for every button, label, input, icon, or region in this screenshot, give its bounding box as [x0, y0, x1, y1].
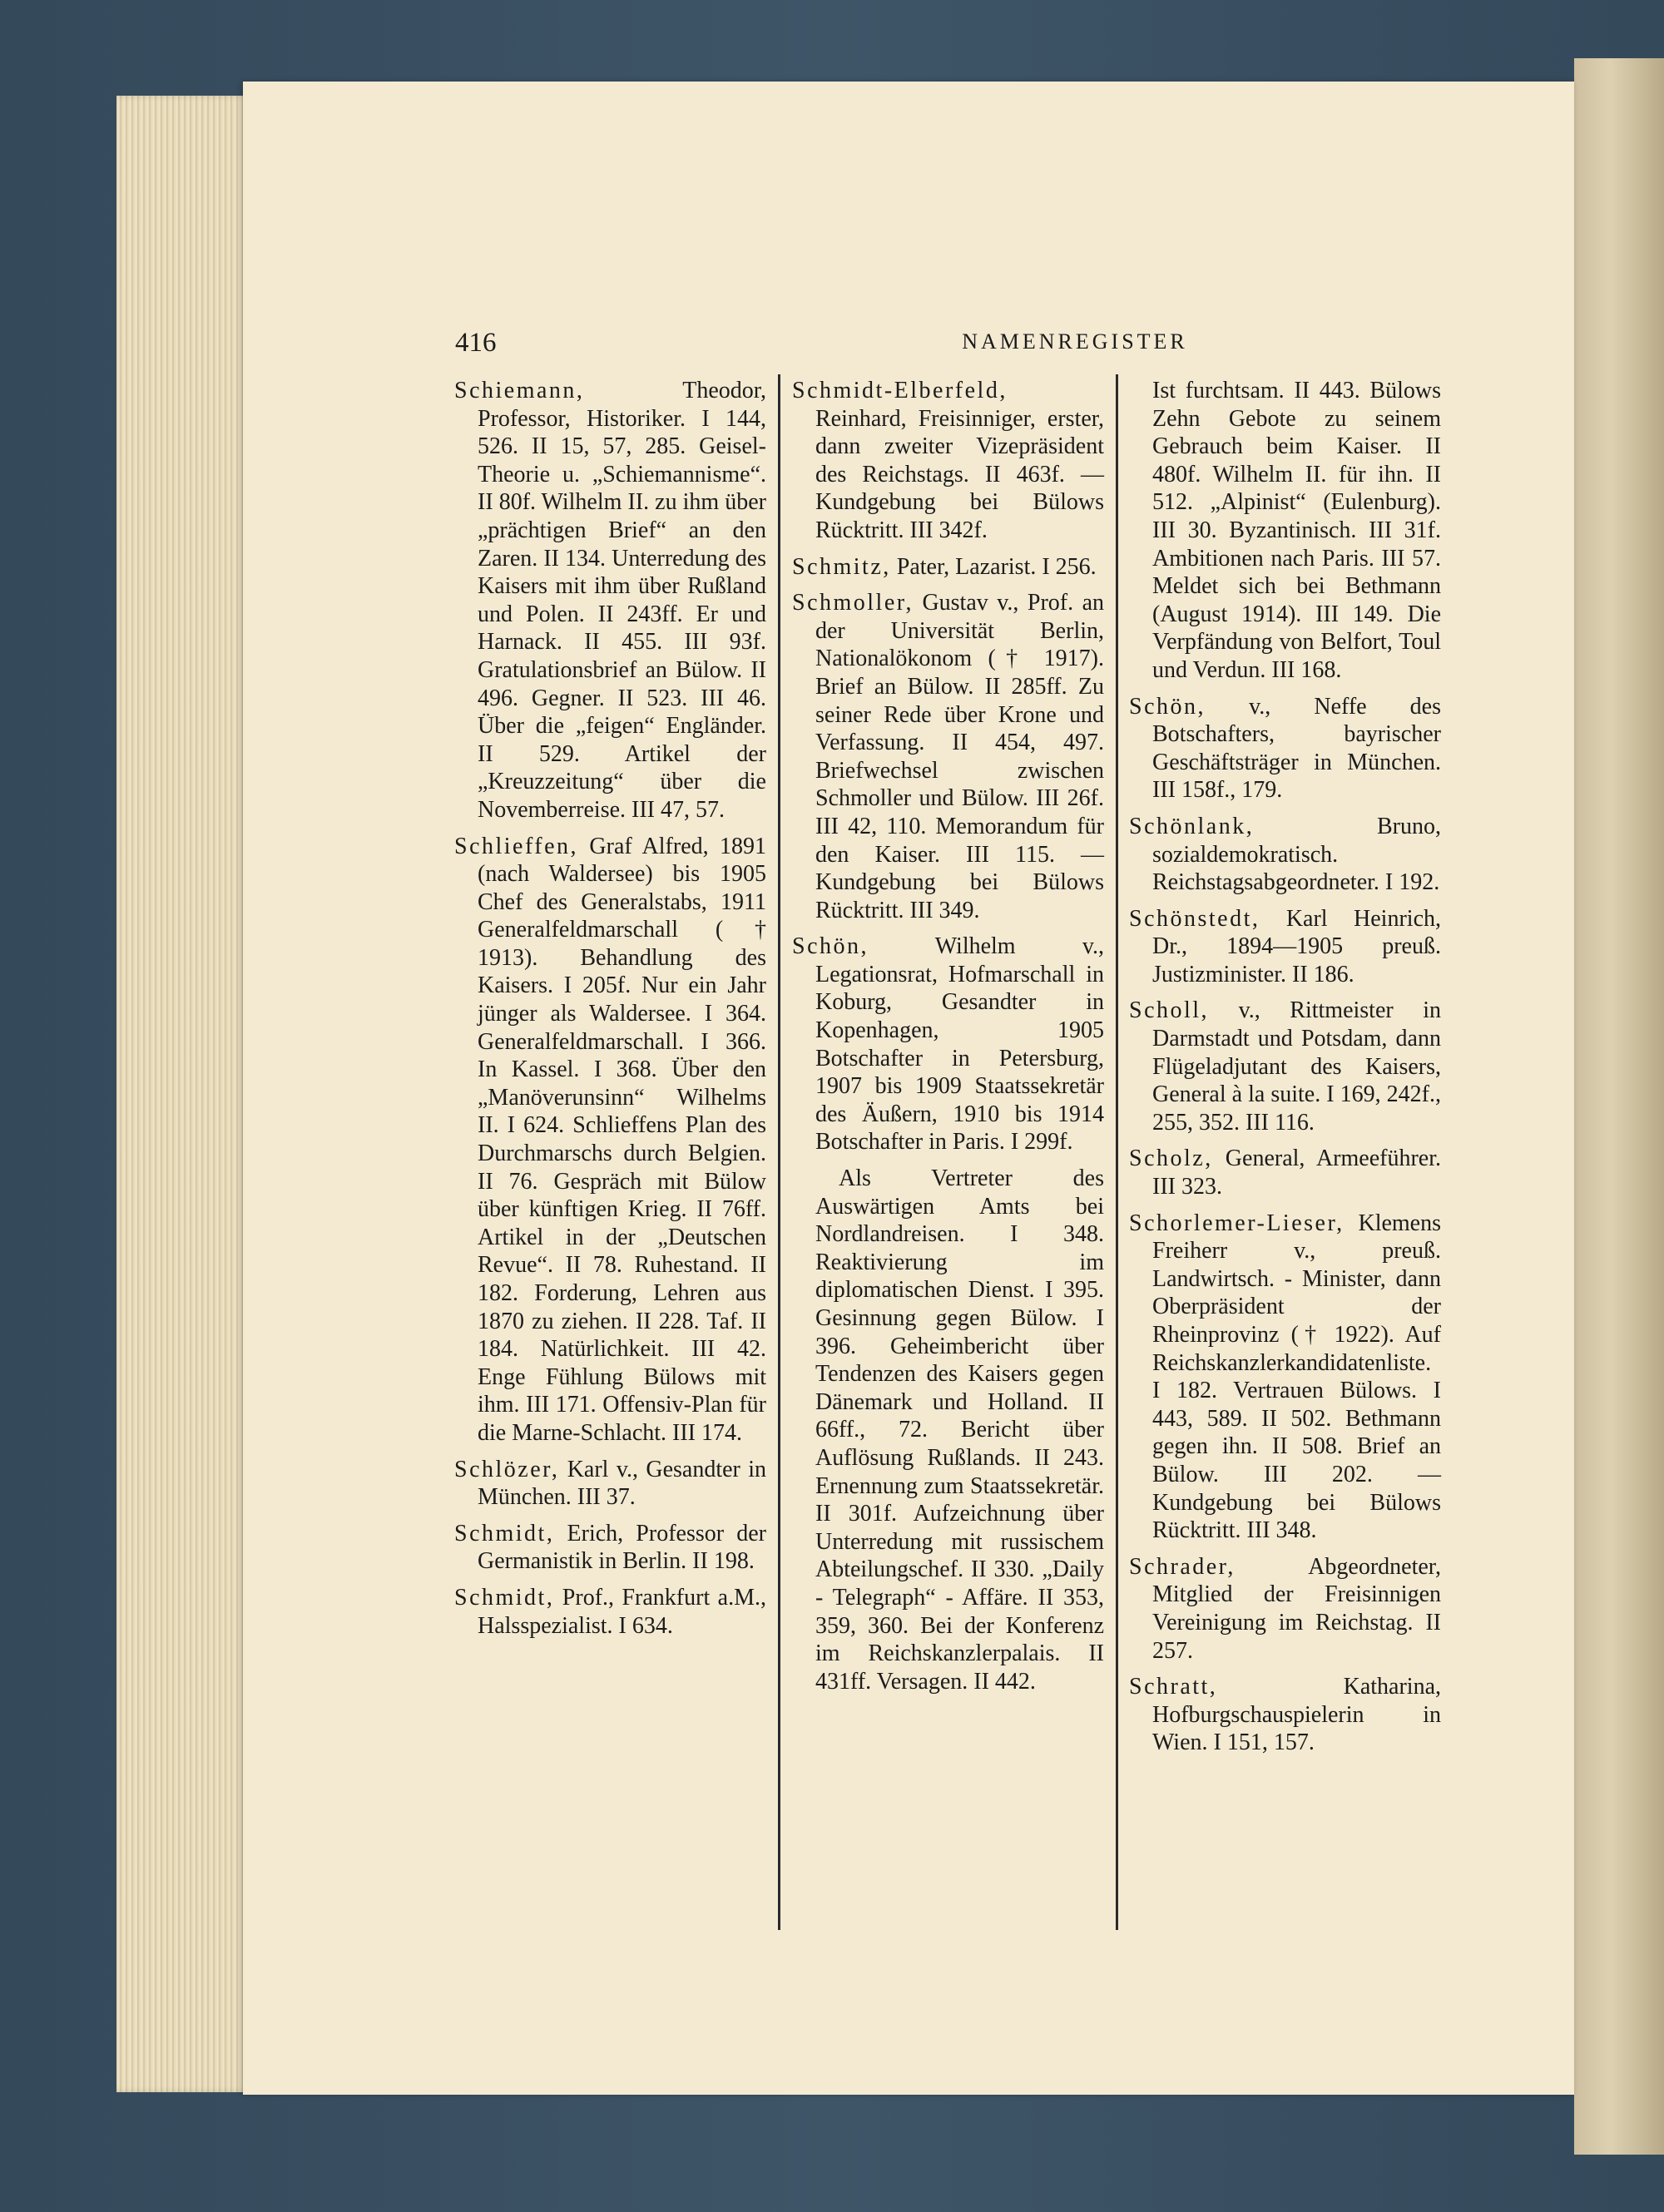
entry-text: Pater, Lazarist. I 256.	[890, 553, 1097, 580]
entry-name: Scholz,	[1129, 1146, 1213, 1172]
entry-text: Klemens Freiherr v., preuß. Landwirtsch. - Minister, dann Oberpräsident der Rheinprovinz († 1922). Auf Reichskanzlerkandidatenliste. I 182. Vertrauen Bülows. I 443, 589. II 502. Bethmann gegen ihn. II 508. Brief an Bülow. III 202. — Kundgebung bei Bülows Rücktritt. III 348.	[1152, 1210, 1441, 1544]
entry-name: Schiemann,	[454, 378, 585, 403]
entry-text: Theodor, Professor, Historiker. I 144, 526. II 15, 57, 285. Geisel-Theorie u. „Schiemannisme“. II 80f. Wilhelm II. zu ihm über „prächtigen Brief“ an den Zaren. II 134. Unterredung des Kaisers mit ihm über Rußland und Polen. II 243ff. Er und Harnack. II 455. III 93f. Gratulationsbrief an Bülow. II 496. Gegner. II 523. III 46. Über die „feigen“ Engländer. II 529. Artikel der „Kreuzzeitung“ über die Novemberreise. III 47, 57.	[478, 378, 766, 823]
index-entry	[454, 377, 766, 824]
entry-name: Schlözer,	[454, 1456, 560, 1482]
running-title: NAMENREGISTER	[962, 329, 1188, 354]
entry-name: Schratt,	[1129, 1674, 1218, 1700]
page-edges	[116, 96, 250, 2092]
entry-text: Abgeordneter, Mitglied der Freisinnigen Vereinigung im Reichstag. II 257.	[1152, 1553, 1441, 1664]
entry-continuation: Ist furchtsam. II 443. Bülows Zehn Gebote zu seinem Gebrauch beim Kaiser. II 480f. Wilhelm II. für ihn. II 512. „Alpinist“ (Eulenburg). III 30. Byzantinisch. III 31f. Ambitionen nach Paris. III 57. Meldet sich bei Bethmann (August 1914). III 149. Die Verpfändung von Belfort, Toul und Verdun. III 168.	[1152, 378, 1441, 683]
index-entry	[1129, 1553, 1441, 1665]
page-number: 416	[455, 328, 497, 358]
entry-name: Schmidt,	[454, 1520, 555, 1546]
entry-continuation: Als Vertreter des Auswärtigen Amts bei Nordlandreisen. I 348. Reaktivierung im diplomatischen Dienst. I 395. Gesinnung gegen Bülow. I 396. Geheimbericht über Tendenzen des Kaisers gegen Dänemark und Holland. II 66ff., 72. Bericht über Auflösung Rußlands. II 243. Ernennung zum Staatssekretär. II 301f. Aufzeichnung über Unterredung mit russischem Abteilungschef. II 330. „Daily - Telegraph“ - Affäre. II 353, 359, 360. Bei der Konferenz im Reichskanzlerpalais. II 431ff. Versagen. II 442.	[815, 1165, 1104, 1695]
index-entry	[454, 1456, 766, 1512]
index-entry	[792, 377, 1104, 545]
entry-name: Schönlank,	[1129, 813, 1255, 839]
entry-text: Karl v., Gesandter in München. III 37.	[478, 1456, 766, 1511]
entry-name: Schmidt-Elberfeld,	[792, 378, 1008, 403]
entry-text: Reinhard, Freisinniger, erster, dann zweiter Vizepräsident des Reichstags. II 463f. — Kundgebung bei Bülows Rücktritt. III 342f.	[815, 405, 1104, 543]
index-entry	[792, 553, 1104, 581]
entry-name: Schön,	[792, 933, 869, 960]
facing-page-edge	[1574, 58, 1664, 2155]
index-entry	[1129, 693, 1441, 804]
entry-text: Prof., Frankfurt a.M., Halsspezialist. I 634.	[478, 1584, 766, 1639]
entry-text: Gustav v., Prof. an der Universität Berlin, Nationalökonom († 1917). Brief an Bülow. II 285ff. Zu seiner Rede über Krone und Verfassung. II 454, 497. Briefwechsel zwischen Schmoller und Bülow. III 26f. III 42, 110. Memorandum für den Kaiser. III 115. — Kundgebung bei Bülows Rücktritt. III 349.	[815, 590, 1104, 923]
index-entry	[454, 1520, 766, 1576]
entry-name: Schmoller,	[792, 590, 914, 616]
index-entry	[1129, 1210, 1441, 1545]
entry-name: Schorlemer-Lieser,	[1129, 1210, 1345, 1236]
index-entry	[792, 589, 1104, 924]
entry-text: Erich, Professor der Germanistik in Berlin. II 198.	[478, 1520, 766, 1575]
index-entry	[792, 933, 1104, 1156]
entry-text: Bruno, sozialdemokratisch. Reichstagsabgeordneter. I 192.	[1152, 813, 1441, 896]
book-page	[243, 82, 1574, 2095]
entry-name: Schmitz,	[792, 553, 891, 580]
entry-text: Graf Alfred, 1891 (nach Waldersee) bis 1905 Chef des Generalstabs, 1911 Generalfeldmarschall († 1913). Behandlung des Kaisers. I 205f. Nur ein Jahr jünger als Waldersee. I 364. Generalfeldmarschall. I 366. In Kassel. I 368. Über den „Manöverunsinn“ Wilhelms II. I 624. Schlieffens Plan des Durchmarschs durch Belgien. II 76. Gespräch mit Bülow über künftigen Krieg. II 76ff. Artikel in der „Deutschen Revue“. II 78. Ruhestand. II 182. Forderung, Lehren aus 1870 zu ziehen. II 228. Taf. II 184. Natürlichkeit. III 42. Enge Fühlung Bülows mit ihm. III 171. Offensiv-Plan für die Marne-Schlacht. III 174.	[478, 833, 766, 1446]
entry-text: General, Armeeführer. III 323.	[1152, 1146, 1441, 1200]
entry-name: Schönstedt,	[1129, 905, 1260, 932]
entry-name: Schlieffen,	[454, 833, 579, 859]
index-column-1	[454, 377, 766, 1648]
column-rule	[778, 374, 780, 1930]
entry-text: v., Rittmeister in Darmstadt und Potsdam, dann Flügeladjutant des Kaisers, General à la suite. I 169, 242f., 255, 352. III 116.	[1152, 997, 1441, 1136]
index-entry	[454, 833, 766, 1447]
entry-name: Schön,	[1129, 693, 1206, 720]
entry-name: Schmidt,	[454, 1584, 555, 1611]
index-entry	[1129, 1673, 1441, 1757]
column-rule	[1116, 374, 1118, 1930]
entry-name: Schrader,	[1129, 1553, 1236, 1580]
entry-text: Wilhelm v., Legationsrat, Hofmarschall in Koburg, Gesandter in Kopenhagen, 1905 Botschafter in Petersburg, 1907 bis 1909 Staatssekretär des Äußern, 1910 bis 1914 Botschafter in Paris. I 299f.	[815, 933, 1104, 1155]
entry-text: Karl Heinrich, Dr., 1894—1905 preuß. Justizminister. II 186.	[1152, 905, 1441, 987]
index-entry	[1129, 905, 1441, 989]
index-entry	[1129, 813, 1441, 897]
index-column-2	[792, 377, 1104, 1704]
entry-text: v., Neffe des Botschafters, bayrischer Geschäftsträger in München. III 158f., 179.	[1152, 693, 1441, 804]
index-entry	[1129, 1145, 1441, 1200]
page-header	[243, 328, 1574, 361]
entry-name: Scholl,	[1129, 997, 1210, 1024]
index-column-3	[1129, 377, 1441, 1765]
index-entry	[454, 1584, 766, 1640]
entry-text: Katharina, Hofburgschauspielerin in Wien. I 151, 157.	[1152, 1674, 1441, 1756]
index-entry	[1129, 997, 1441, 1136]
